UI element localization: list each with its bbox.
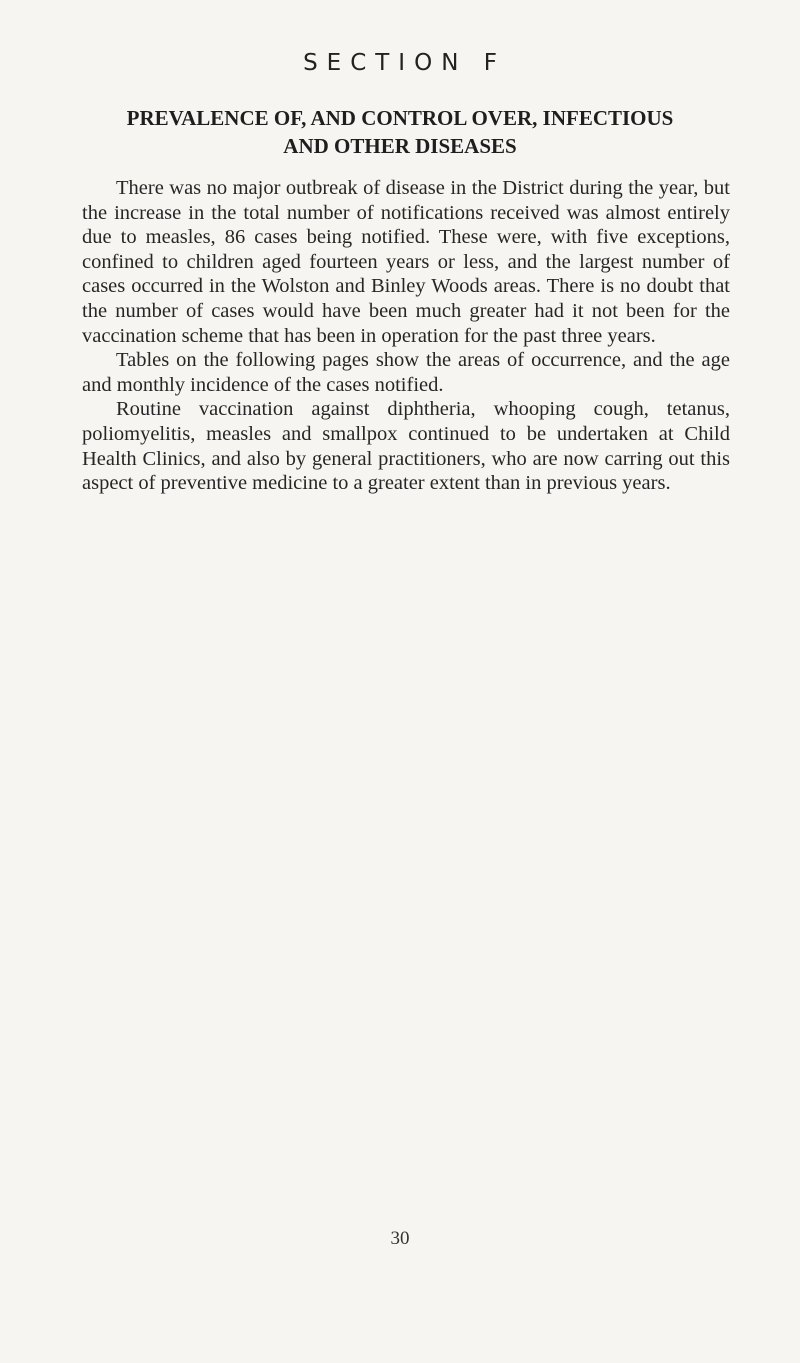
paragraph-vaccination: Routine vaccination against diphtheria, whooping cough, tetanus, poliomyelitis, measles and smallpox continued to be undertaken at Child Health Clinics, and also by general practitioners, who are now carring out this aspect of preventive medicine to a greater extent than in previous years. [82,398,730,495]
section-label: SECTION F [303,50,506,76]
body-text [82,176,730,496]
heading-line-1: PREVALENCE OF, AND CONTROL OVER, INFECTIOUS [126,106,674,130]
section-heading [90,104,710,160]
heading-line-2: AND OTHER DISEASES [283,134,517,158]
paragraph-outbreak: There was no major outbreak of disease in the District during the year, but the increase in the total number of notifications received was almost entirely due to measles, 86 cases being notified. These were, with five exceptions, confined to children aged fourteen years or less, and the largest number of cases occurred in the Wolston and Binley Woods areas. There is no doubt that the number of cases would have been much greater had it not been for the vaccination scheme that has been in operation for the past three years. [82,177,730,347]
paragraph-tables: Tables on the following pages show the areas of occurrence, and the age and monthly incidence of the cases notified. [82,349,730,396]
page-number: 30 [390,1228,410,1249]
